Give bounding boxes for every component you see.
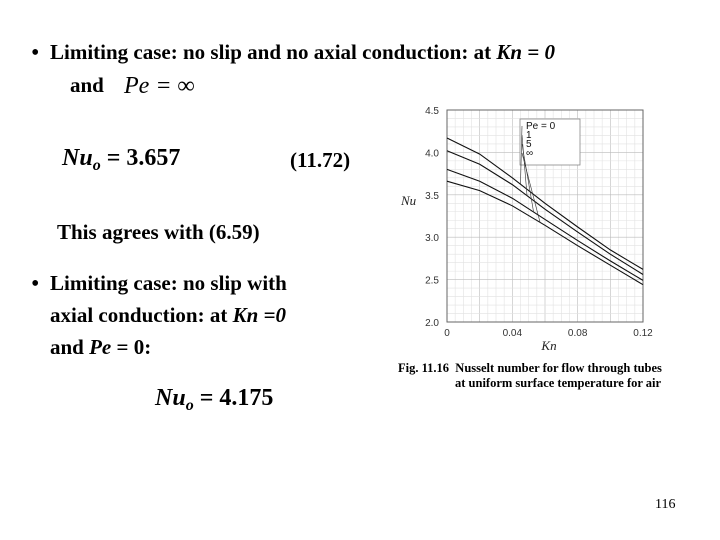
page-number: 116 bbox=[655, 497, 676, 512]
equation-reference: (11.72) bbox=[290, 148, 351, 172]
bullet-1-marker: • bbox=[31, 40, 40, 66]
eq2-nu: Nu bbox=[155, 385, 186, 411]
eq1-nu: Nu bbox=[62, 145, 93, 171]
legend-entry: 5 bbox=[526, 139, 532, 150]
bullet-2-line-3 bbox=[50, 335, 151, 360]
bullet-1-text: Limiting case: no slip and no axial conduction: at bbox=[50, 40, 497, 64]
figure-caption-text-1: Nusselt number for flow through tubes bbox=[455, 361, 662, 375]
figure-caption-line-2: at uniform surface temperature for air bbox=[455, 376, 662, 390]
nusselt-chart bbox=[395, 95, 705, 365]
bullet-2-kn: Kn =0 bbox=[232, 303, 286, 327]
y-tick-label: 2.0 bbox=[425, 318, 439, 329]
bullet-2-pe: Pe bbox=[89, 335, 112, 359]
bullet-1-line-2 bbox=[70, 73, 104, 98]
pe-infinity-formula: Pe = ∞ bbox=[124, 73, 195, 99]
equation-nu-4175 bbox=[155, 385, 273, 415]
eq1-rhs: = 3.657 bbox=[100, 145, 181, 171]
figure-label: Fig. 11.16 bbox=[398, 361, 450, 375]
eq2-sub: o bbox=[185, 397, 194, 414]
bullet-2-and: and bbox=[50, 335, 90, 359]
y-tick-label: 4.0 bbox=[425, 148, 439, 160]
x-tick-label: 0.04 bbox=[502, 328, 523, 339]
bullet-1-kn: Kn = 0 bbox=[496, 40, 555, 64]
x-tick-label: 0 bbox=[444, 328, 450, 339]
bullet-2-pe-value: = 0: bbox=[111, 335, 152, 359]
figure-caption-line-1 bbox=[398, 361, 662, 376]
x-axis-label: Kn bbox=[541, 338, 557, 353]
y-tick-label: 4.5 bbox=[425, 106, 439, 117]
bullet-2-marker: • bbox=[31, 271, 40, 297]
y-tick-label: 3.0 bbox=[425, 233, 439, 245]
agreement-note: This agrees with (6.59) bbox=[57, 220, 260, 244]
y-tick-label: 2.5 bbox=[425, 275, 439, 287]
legend-entry: Pe = 0 bbox=[526, 121, 556, 132]
legend-entry: 1 bbox=[526, 130, 532, 141]
y-tick-label: 3.5 bbox=[425, 190, 439, 202]
bullet-1-line-1 bbox=[50, 40, 555, 65]
bullet-2-line-2-text: axial conduction: at bbox=[50, 303, 233, 327]
equation-nu-3657 bbox=[62, 145, 180, 175]
y-axis-label: Nu bbox=[401, 192, 417, 208]
bullet-2-line-2 bbox=[50, 303, 286, 328]
eq2-rhs: = 4.175 bbox=[193, 385, 274, 411]
eq1-sub: o bbox=[92, 157, 101, 174]
x-tick-label: 0.08 bbox=[567, 328, 588, 339]
bullet-1-and: and bbox=[70, 73, 104, 97]
legend-entry: ∞ bbox=[526, 148, 534, 159]
bullet-2-line-1: Limiting case: no slip with bbox=[50, 271, 287, 295]
x-tick-label: 0.12 bbox=[633, 328, 653, 339]
